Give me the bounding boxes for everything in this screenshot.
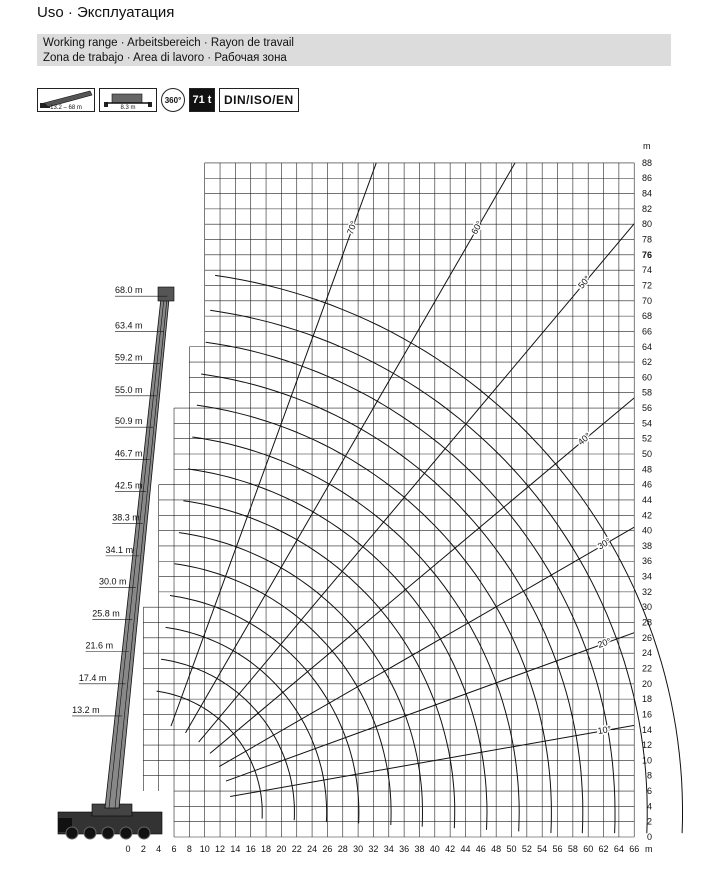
crane-wheel [84, 827, 96, 839]
x-tick-label: 18 [261, 844, 272, 854]
y-axis-unit: m [643, 141, 651, 151]
x-tick-label: 14 [230, 844, 241, 854]
crane-wheel [66, 827, 78, 839]
y-tick-label: 38 [641, 540, 652, 551]
x-tick-label: 42 [445, 844, 456, 854]
x-tick-label: 22 [291, 844, 302, 854]
y-tick-label: 20 [641, 678, 652, 689]
boom-length-arc [170, 596, 359, 824]
boom-angle-label: 30° [595, 536, 613, 552]
x-tick-label: 12 [215, 844, 226, 854]
capacity-badge: 71 t [189, 88, 215, 112]
y-tick-label: 84 [641, 188, 652, 199]
x-tick-label: 40 [429, 844, 440, 854]
x-axis-unit: m [645, 844, 653, 854]
x-tick-label: 0 [125, 844, 131, 854]
crane-wheel [138, 827, 150, 839]
boom-length-arc [157, 691, 263, 819]
crane-drawing [58, 287, 174, 839]
boom-angle-lines [171, 163, 634, 797]
y-tick-label: 66 [641, 326, 652, 337]
y-tick-label: 0 [646, 832, 652, 842]
boom-length-arc [175, 564, 392, 825]
boom-length-label: 13.2 – 68 m [50, 105, 82, 111]
boom-angle-label: 20° [596, 635, 613, 650]
standard-badge: DIN/ISO/EN [219, 88, 299, 112]
chart-grid [143, 163, 634, 837]
crane-wheel [102, 827, 114, 839]
subtitle-line-1: Working range · Arbeitsbereich · Rayon de travail [43, 37, 294, 49]
x-tick-label: 30 [353, 844, 364, 854]
y-tick-label: 2 [646, 816, 652, 827]
x-tick-label: 20 [276, 844, 287, 854]
y-tick-label: 8 [646, 770, 652, 781]
boom-angle-label: 40° [575, 430, 593, 448]
y-tick-label: 70 [641, 295, 652, 306]
y-tick-label: 82 [641, 203, 652, 214]
boom-length-label: 42.5 m [115, 480, 143, 491]
boom-length-arc [201, 374, 583, 833]
x-tick-label: 10 [199, 844, 210, 854]
y-tick-label: 32 [641, 586, 652, 597]
boom-angle-label: 50° [576, 273, 593, 291]
boom-length-label: 55.0 m [115, 384, 143, 395]
boom-length-label: 38.3 m [112, 512, 140, 523]
boom-angle-label: 60° [469, 219, 485, 236]
y-tick-label: 68 [641, 311, 652, 322]
y-tick-label: 88 [641, 157, 652, 168]
boom-length-labels [72, 285, 167, 716]
page-title: Uso · Эксплуатация [37, 4, 175, 21]
y-tick-label: 78 [641, 234, 652, 245]
y-tick-label: 4 [646, 801, 652, 812]
y-tick-label: 44 [641, 494, 652, 505]
y-tick-label: 60 [641, 372, 652, 383]
y-tick-label: 16 [641, 709, 652, 720]
crane-boom-head [158, 287, 174, 301]
boom-length-label: 17.4 m [78, 672, 107, 683]
y-tick-label: 30 [641, 602, 652, 613]
x-tick-label: 28 [337, 844, 348, 854]
boom-length-label: 13.2 m [72, 704, 100, 715]
x-tick-label: 58 [567, 844, 578, 854]
x-tick-label: 6 [171, 844, 177, 854]
y-tick-label: 72 [641, 280, 652, 291]
y-tick-label: 6 [646, 786, 652, 797]
x-tick-label: 36 [399, 844, 410, 854]
boom-angle-line [210, 398, 634, 753]
x-tick-label: 52 [521, 844, 532, 854]
y-tick-label: 12 [641, 740, 652, 751]
boom-angle-label: 10° [596, 723, 613, 737]
x-tick-label: 8 [186, 844, 192, 854]
x-tick-label: 64 [613, 844, 624, 854]
boom-length-label: 63.4 m [115, 320, 143, 331]
y-tick-label: 74 [641, 265, 652, 276]
boom-angle-line [230, 725, 634, 796]
y-tick-label: 22 [641, 663, 652, 674]
boom-length-label: 46.7 m [115, 448, 143, 459]
y-tick-label: 46 [641, 479, 652, 490]
y-tick-label: 36 [641, 556, 652, 567]
x-tick-label: 44 [460, 844, 471, 854]
y-tick-label: 76 [641, 249, 652, 260]
y-tick-label: 50 [641, 449, 652, 459]
x-tick-label: 54 [537, 844, 548, 854]
y-tick-label: 26 [641, 632, 652, 643]
x-tick-label: 62 [598, 844, 609, 854]
x-tick-label: 16 [245, 844, 256, 854]
x-tick-label: 60 [583, 844, 594, 854]
x-tick-label: 38 [414, 844, 425, 854]
x-tick-label: 4 [156, 844, 162, 854]
x-tick-label: 2 [140, 844, 146, 854]
boom-length-arc [206, 342, 615, 833]
boom-length-label: 25.8 m [92, 608, 120, 619]
y-tick-label: 28 [641, 617, 652, 628]
x-tick-label: 32 [368, 844, 379, 854]
slew-badge: 360° [161, 88, 185, 112]
y-tick-label: 34 [641, 571, 652, 582]
x-tick-label: 34 [383, 844, 394, 854]
x-tick-label: 46 [475, 844, 486, 854]
y-tick-label: 52 [641, 433, 652, 444]
y-axis-ticks [642, 158, 652, 842]
x-tick-label: 48 [491, 844, 502, 854]
crane-wheel [120, 827, 132, 839]
boom-angle-line [199, 224, 635, 742]
y-tick-label: 18 [641, 694, 652, 705]
x-tick-label: 26 [322, 844, 333, 854]
y-tick-label: 48 [641, 464, 652, 475]
boom-length-label: 34.1 m [105, 544, 134, 555]
x-tick-label: 50 [506, 844, 517, 854]
boom-length-arc [210, 310, 647, 833]
y-tick-label: 10 [641, 755, 652, 766]
x-tick-label: 56 [552, 844, 563, 854]
x-axis-ticks [125, 844, 639, 854]
y-tick-label: 64 [641, 341, 652, 352]
x-tick-label: 66 [629, 844, 640, 854]
y-tick-label: 58 [641, 387, 652, 398]
x-tick-label: 24 [307, 844, 318, 854]
boom-length-label: 68.0 m [115, 285, 143, 296]
y-tick-label: 40 [641, 525, 652, 536]
y-tick-label: 24 [641, 648, 652, 659]
y-tick-label: 54 [641, 418, 652, 429]
outrigger-base-label: 8.3 m [120, 105, 136, 111]
boom-angle-line [171, 163, 376, 726]
boom-length-label: 30.0 m [99, 576, 127, 587]
boom-length-label: 50.9 m [115, 416, 143, 427]
y-tick-label: 56 [641, 403, 652, 414]
boom-length-label: 21.6 m [85, 640, 114, 651]
boom-length-arc [192, 437, 519, 831]
y-tick-label: 14 [641, 724, 652, 735]
y-tick-label: 86 [641, 173, 652, 184]
subtitle-line-2: Zona de trabajo · Area di lavoro · Рабочая зона [43, 52, 287, 64]
boom-angle-label: 70° [344, 219, 360, 236]
y-tick-label: 80 [641, 219, 652, 230]
boom-length-label: 59.2 m [115, 352, 143, 363]
y-tick-label: 42 [641, 510, 652, 521]
y-tick-label: 62 [641, 357, 652, 368]
